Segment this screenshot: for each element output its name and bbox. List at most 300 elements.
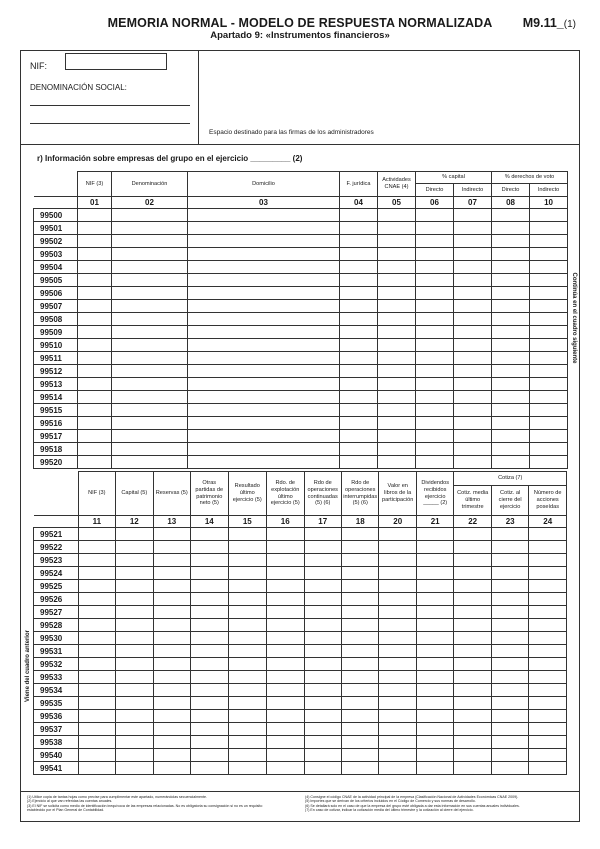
input-cell[interactable] — [304, 710, 341, 723]
input-cell[interactable] — [191, 723, 228, 736]
input-cell[interactable] — [379, 684, 416, 697]
input-cell[interactable] — [416, 736, 453, 749]
input-cell[interactable] — [492, 339, 530, 352]
input-cell[interactable] — [491, 697, 528, 710]
input-cell[interactable] — [78, 365, 112, 378]
input-cell[interactable] — [116, 710, 153, 723]
input-cell[interactable] — [492, 404, 530, 417]
input-cell[interactable] — [340, 391, 378, 404]
input-cell[interactable] — [304, 658, 341, 671]
input-cell[interactable] — [454, 593, 491, 606]
input-cell[interactable] — [416, 593, 453, 606]
input-cell[interactable] — [112, 352, 188, 365]
input-cell[interactable] — [341, 580, 378, 593]
input-cell[interactable] — [340, 313, 378, 326]
input-cell[interactable] — [112, 248, 188, 261]
input-cell[interactable] — [340, 300, 378, 313]
input-cell[interactable] — [530, 365, 568, 378]
input-cell[interactable] — [78, 684, 115, 697]
input-cell[interactable] — [191, 736, 228, 749]
input-cell[interactable] — [188, 391, 340, 404]
input-cell[interactable] — [454, 261, 492, 274]
input-cell[interactable] — [416, 443, 454, 456]
input-cell[interactable] — [78, 378, 112, 391]
input-cell[interactable] — [228, 645, 267, 658]
input-cell[interactable] — [116, 723, 153, 736]
input-cell[interactable] — [454, 404, 492, 417]
input-cell[interactable] — [78, 606, 115, 619]
input-cell[interactable] — [379, 710, 416, 723]
input-cell[interactable] — [153, 541, 190, 554]
input-cell[interactable] — [378, 365, 416, 378]
input-cell[interactable] — [153, 762, 190, 775]
input-cell[interactable] — [116, 645, 153, 658]
input-cell[interactable] — [191, 580, 228, 593]
input-cell[interactable] — [267, 697, 304, 710]
input-cell[interactable] — [228, 749, 267, 762]
input-cell[interactable] — [492, 417, 530, 430]
input-cell[interactable] — [379, 645, 416, 658]
input-cell[interactable] — [416, 365, 454, 378]
input-cell[interactable] — [491, 554, 528, 567]
input-cell[interactable] — [78, 749, 115, 762]
input-cell[interactable] — [529, 697, 567, 710]
input-cell[interactable] — [267, 541, 304, 554]
input-cell[interactable] — [530, 430, 568, 443]
input-cell[interactable] — [304, 528, 341, 541]
input-cell[interactable] — [188, 404, 340, 417]
input-cell[interactable] — [153, 723, 190, 736]
input-cell[interactable] — [112, 365, 188, 378]
input-cell[interactable] — [454, 352, 492, 365]
input-cell[interactable] — [378, 404, 416, 417]
input-cell[interactable] — [188, 326, 340, 339]
input-cell[interactable] — [267, 619, 304, 632]
input-cell[interactable] — [529, 645, 567, 658]
input-cell[interactable] — [491, 710, 528, 723]
input-cell[interactable] — [112, 235, 188, 248]
input-cell[interactable] — [378, 391, 416, 404]
input-cell[interactable] — [340, 339, 378, 352]
input-cell[interactable] — [378, 248, 416, 261]
input-cell[interactable] — [454, 671, 491, 684]
input-cell[interactable] — [267, 736, 304, 749]
input-cell[interactable] — [341, 593, 378, 606]
input-cell[interactable] — [416, 632, 453, 645]
input-cell[interactable] — [530, 417, 568, 430]
input-cell[interactable] — [378, 352, 416, 365]
input-cell[interactable] — [379, 554, 416, 567]
input-cell[interactable] — [492, 287, 530, 300]
input-cell[interactable] — [529, 541, 567, 554]
input-cell[interactable] — [529, 736, 567, 749]
input-cell[interactable] — [112, 378, 188, 391]
input-cell[interactable] — [267, 762, 304, 775]
input-cell[interactable] — [491, 736, 528, 749]
input-cell[interactable] — [454, 235, 492, 248]
input-cell[interactable] — [78, 313, 112, 326]
input-cell[interactable] — [116, 554, 153, 567]
input-cell[interactable] — [416, 658, 453, 671]
input-cell[interactable] — [116, 671, 153, 684]
input-cell[interactable] — [228, 762, 267, 775]
input-cell[interactable] — [454, 378, 492, 391]
input-cell[interactable] — [491, 723, 528, 736]
input-cell[interactable] — [454, 697, 491, 710]
input-cell[interactable] — [530, 404, 568, 417]
input-cell[interactable] — [304, 749, 341, 762]
input-cell[interactable] — [341, 684, 378, 697]
input-cell[interactable] — [112, 326, 188, 339]
input-cell[interactable] — [112, 274, 188, 287]
input-cell[interactable] — [78, 430, 112, 443]
input-cell[interactable] — [341, 632, 378, 645]
input-cell[interactable] — [191, 762, 228, 775]
input-cell[interactable] — [304, 541, 341, 554]
input-cell[interactable] — [454, 645, 491, 658]
input-cell[interactable] — [228, 723, 267, 736]
input-cell[interactable] — [416, 326, 454, 339]
input-cell[interactable] — [191, 593, 228, 606]
input-cell[interactable] — [416, 222, 454, 235]
nif-input[interactable] — [65, 53, 167, 70]
input-cell[interactable] — [267, 567, 304, 580]
input-cell[interactable] — [304, 580, 341, 593]
input-cell[interactable] — [491, 606, 528, 619]
input-cell[interactable] — [454, 391, 492, 404]
input-cell[interactable] — [267, 632, 304, 645]
input-cell[interactable] — [492, 430, 530, 443]
input-cell[interactable] — [112, 404, 188, 417]
input-cell[interactable] — [379, 580, 416, 593]
input-cell[interactable] — [454, 762, 491, 775]
input-cell[interactable] — [492, 209, 530, 222]
input-cell[interactable] — [188, 287, 340, 300]
input-cell[interactable] — [416, 313, 454, 326]
input-cell[interactable] — [78, 723, 115, 736]
input-cell[interactable] — [454, 339, 492, 352]
input-cell[interactable] — [341, 710, 378, 723]
input-cell[interactable] — [491, 632, 528, 645]
input-cell[interactable] — [153, 619, 190, 632]
input-cell[interactable] — [454, 580, 491, 593]
denominacion-input-line-1[interactable] — [30, 105, 190, 106]
input-cell[interactable] — [454, 749, 491, 762]
input-cell[interactable] — [78, 404, 112, 417]
input-cell[interactable] — [340, 378, 378, 391]
input-cell[interactable] — [191, 697, 228, 710]
input-cell[interactable] — [78, 580, 115, 593]
input-cell[interactable] — [228, 528, 267, 541]
input-cell[interactable] — [341, 567, 378, 580]
input-cell[interactable] — [416, 554, 453, 567]
input-cell[interactable] — [378, 326, 416, 339]
input-cell[interactable] — [112, 339, 188, 352]
input-cell[interactable] — [78, 209, 112, 222]
input-cell[interactable] — [378, 339, 416, 352]
input-cell[interactable] — [454, 209, 492, 222]
input-cell[interactable] — [304, 619, 341, 632]
input-cell[interactable] — [191, 606, 228, 619]
input-cell[interactable] — [191, 645, 228, 658]
input-cell[interactable] — [416, 287, 454, 300]
input-cell[interactable] — [78, 417, 112, 430]
input-cell[interactable] — [416, 417, 454, 430]
input-cell[interactable] — [378, 274, 416, 287]
input-cell[interactable] — [191, 528, 228, 541]
input-cell[interactable] — [304, 684, 341, 697]
input-cell[interactable] — [340, 365, 378, 378]
input-cell[interactable] — [529, 762, 567, 775]
input-cell[interactable] — [78, 443, 112, 456]
input-cell[interactable] — [78, 619, 115, 632]
input-cell[interactable] — [153, 593, 190, 606]
input-cell[interactable] — [491, 528, 528, 541]
input-cell[interactable] — [112, 300, 188, 313]
input-cell[interactable] — [416, 684, 453, 697]
input-cell[interactable] — [188, 222, 340, 235]
input-cell[interactable] — [491, 749, 528, 762]
input-cell[interactable] — [78, 554, 115, 567]
input-cell[interactable] — [454, 274, 492, 287]
input-cell[interactable] — [112, 391, 188, 404]
input-cell[interactable] — [530, 456, 568, 469]
input-cell[interactable] — [529, 632, 567, 645]
input-cell[interactable] — [454, 300, 492, 313]
input-cell[interactable] — [191, 567, 228, 580]
input-cell[interactable] — [304, 671, 341, 684]
input-cell[interactable] — [191, 684, 228, 697]
input-cell[interactable] — [492, 300, 530, 313]
input-cell[interactable] — [153, 658, 190, 671]
input-cell[interactable] — [153, 606, 190, 619]
input-cell[interactable] — [188, 248, 340, 261]
input-cell[interactable] — [416, 404, 454, 417]
input-cell[interactable] — [454, 417, 492, 430]
input-cell[interactable] — [341, 645, 378, 658]
input-cell[interactable] — [188, 209, 340, 222]
input-cell[interactable] — [378, 287, 416, 300]
input-cell[interactable] — [267, 645, 304, 658]
input-cell[interactable] — [304, 593, 341, 606]
input-cell[interactable] — [416, 749, 453, 762]
input-cell[interactable] — [112, 313, 188, 326]
input-cell[interactable] — [491, 684, 528, 697]
input-cell[interactable] — [191, 658, 228, 671]
input-cell[interactable] — [228, 606, 267, 619]
input-cell[interactable] — [529, 749, 567, 762]
input-cell[interactable] — [529, 567, 567, 580]
input-cell[interactable] — [492, 352, 530, 365]
input-cell[interactable] — [530, 248, 568, 261]
input-cell[interactable] — [454, 528, 491, 541]
input-cell[interactable] — [267, 749, 304, 762]
input-cell[interactable] — [492, 235, 530, 248]
input-cell[interactable] — [112, 209, 188, 222]
input-cell[interactable] — [267, 593, 304, 606]
input-cell[interactable] — [454, 567, 491, 580]
input-cell[interactable] — [530, 378, 568, 391]
input-cell[interactable] — [78, 235, 112, 248]
input-cell[interactable] — [529, 671, 567, 684]
input-cell[interactable] — [188, 352, 340, 365]
input-cell[interactable] — [340, 222, 378, 235]
input-cell[interactable] — [492, 261, 530, 274]
input-cell[interactable] — [228, 697, 267, 710]
input-cell[interactable] — [228, 736, 267, 749]
input-cell[interactable] — [188, 274, 340, 287]
input-cell[interactable] — [78, 710, 115, 723]
input-cell[interactable] — [454, 248, 492, 261]
input-cell[interactable] — [188, 443, 340, 456]
input-cell[interactable] — [416, 339, 454, 352]
input-cell[interactable] — [341, 606, 378, 619]
input-cell[interactable] — [416, 235, 454, 248]
input-cell[interactable] — [304, 606, 341, 619]
input-cell[interactable] — [267, 580, 304, 593]
input-cell[interactable] — [340, 248, 378, 261]
input-cell[interactable] — [116, 619, 153, 632]
input-cell[interactable] — [529, 593, 567, 606]
input-cell[interactable] — [267, 658, 304, 671]
input-cell[interactable] — [416, 456, 454, 469]
input-cell[interactable] — [378, 261, 416, 274]
input-cell[interactable] — [267, 710, 304, 723]
input-cell[interactable] — [454, 313, 492, 326]
input-cell[interactable] — [188, 235, 340, 248]
input-cell[interactable] — [228, 632, 267, 645]
input-cell[interactable] — [116, 762, 153, 775]
input-cell[interactable] — [379, 606, 416, 619]
input-cell[interactable] — [379, 567, 416, 580]
input-cell[interactable] — [416, 541, 453, 554]
input-cell[interactable] — [116, 541, 153, 554]
input-cell[interactable] — [378, 417, 416, 430]
input-cell[interactable] — [416, 710, 453, 723]
input-cell[interactable] — [78, 762, 115, 775]
input-cell[interactable] — [416, 209, 454, 222]
input-cell[interactable] — [492, 443, 530, 456]
input-cell[interactable] — [341, 619, 378, 632]
input-cell[interactable] — [454, 684, 491, 697]
input-cell[interactable] — [78, 593, 115, 606]
input-cell[interactable] — [341, 749, 378, 762]
input-cell[interactable] — [228, 671, 267, 684]
input-cell[interactable] — [188, 417, 340, 430]
input-cell[interactable] — [454, 723, 491, 736]
input-cell[interactable] — [78, 567, 115, 580]
input-cell[interactable] — [379, 541, 416, 554]
input-cell[interactable] — [112, 287, 188, 300]
input-cell[interactable] — [188, 430, 340, 443]
input-cell[interactable] — [304, 697, 341, 710]
input-cell[interactable] — [454, 443, 492, 456]
input-cell[interactable] — [379, 658, 416, 671]
input-cell[interactable] — [416, 567, 453, 580]
input-cell[interactable] — [454, 541, 491, 554]
input-cell[interactable] — [454, 658, 491, 671]
input-cell[interactable] — [491, 580, 528, 593]
input-cell[interactable] — [378, 222, 416, 235]
input-cell[interactable] — [454, 326, 492, 339]
input-cell[interactable] — [341, 528, 378, 541]
input-cell[interactable] — [491, 593, 528, 606]
input-cell[interactable] — [530, 391, 568, 404]
input-cell[interactable] — [454, 554, 491, 567]
input-cell[interactable] — [379, 736, 416, 749]
input-cell[interactable] — [267, 554, 304, 567]
input-cell[interactable] — [454, 606, 491, 619]
input-cell[interactable] — [416, 378, 454, 391]
input-cell[interactable] — [188, 456, 340, 469]
input-cell[interactable] — [78, 456, 112, 469]
input-cell[interactable] — [340, 261, 378, 274]
input-cell[interactable] — [116, 697, 153, 710]
input-cell[interactable] — [530, 209, 568, 222]
input-cell[interactable] — [416, 274, 454, 287]
input-cell[interactable] — [530, 261, 568, 274]
input-cell[interactable] — [340, 456, 378, 469]
input-cell[interactable] — [267, 671, 304, 684]
input-cell[interactable] — [78, 326, 112, 339]
input-cell[interactable] — [153, 749, 190, 762]
input-cell[interactable] — [304, 567, 341, 580]
input-cell[interactable] — [112, 456, 188, 469]
input-cell[interactable] — [340, 417, 378, 430]
input-cell[interactable] — [78, 658, 115, 671]
input-cell[interactable] — [153, 697, 190, 710]
input-cell[interactable] — [491, 658, 528, 671]
input-cell[interactable] — [78, 248, 112, 261]
input-cell[interactable] — [153, 580, 190, 593]
input-cell[interactable] — [78, 671, 115, 684]
input-cell[interactable] — [416, 580, 453, 593]
input-cell[interactable] — [454, 710, 491, 723]
input-cell[interactable] — [491, 645, 528, 658]
input-cell[interactable] — [116, 736, 153, 749]
input-cell[interactable] — [530, 222, 568, 235]
input-cell[interactable] — [379, 749, 416, 762]
input-cell[interactable] — [529, 619, 567, 632]
input-cell[interactable] — [340, 404, 378, 417]
input-cell[interactable] — [304, 762, 341, 775]
input-cell[interactable] — [492, 274, 530, 287]
input-cell[interactable] — [153, 632, 190, 645]
input-cell[interactable] — [267, 606, 304, 619]
input-cell[interactable] — [454, 430, 492, 443]
input-cell[interactable] — [116, 632, 153, 645]
input-cell[interactable] — [191, 749, 228, 762]
input-cell[interactable] — [116, 749, 153, 762]
input-cell[interactable] — [228, 541, 267, 554]
input-cell[interactable] — [304, 645, 341, 658]
input-cell[interactable] — [341, 671, 378, 684]
input-cell[interactable] — [340, 430, 378, 443]
input-cell[interactable] — [454, 456, 492, 469]
input-cell[interactable] — [341, 762, 378, 775]
input-cell[interactable] — [379, 632, 416, 645]
input-cell[interactable] — [228, 580, 267, 593]
input-cell[interactable] — [341, 697, 378, 710]
input-cell[interactable] — [530, 313, 568, 326]
input-cell[interactable] — [153, 567, 190, 580]
input-cell[interactable] — [454, 222, 492, 235]
input-cell[interactable] — [116, 684, 153, 697]
input-cell[interactable] — [267, 528, 304, 541]
input-cell[interactable] — [530, 339, 568, 352]
input-cell[interactable] — [78, 541, 115, 554]
input-cell[interactable] — [112, 417, 188, 430]
